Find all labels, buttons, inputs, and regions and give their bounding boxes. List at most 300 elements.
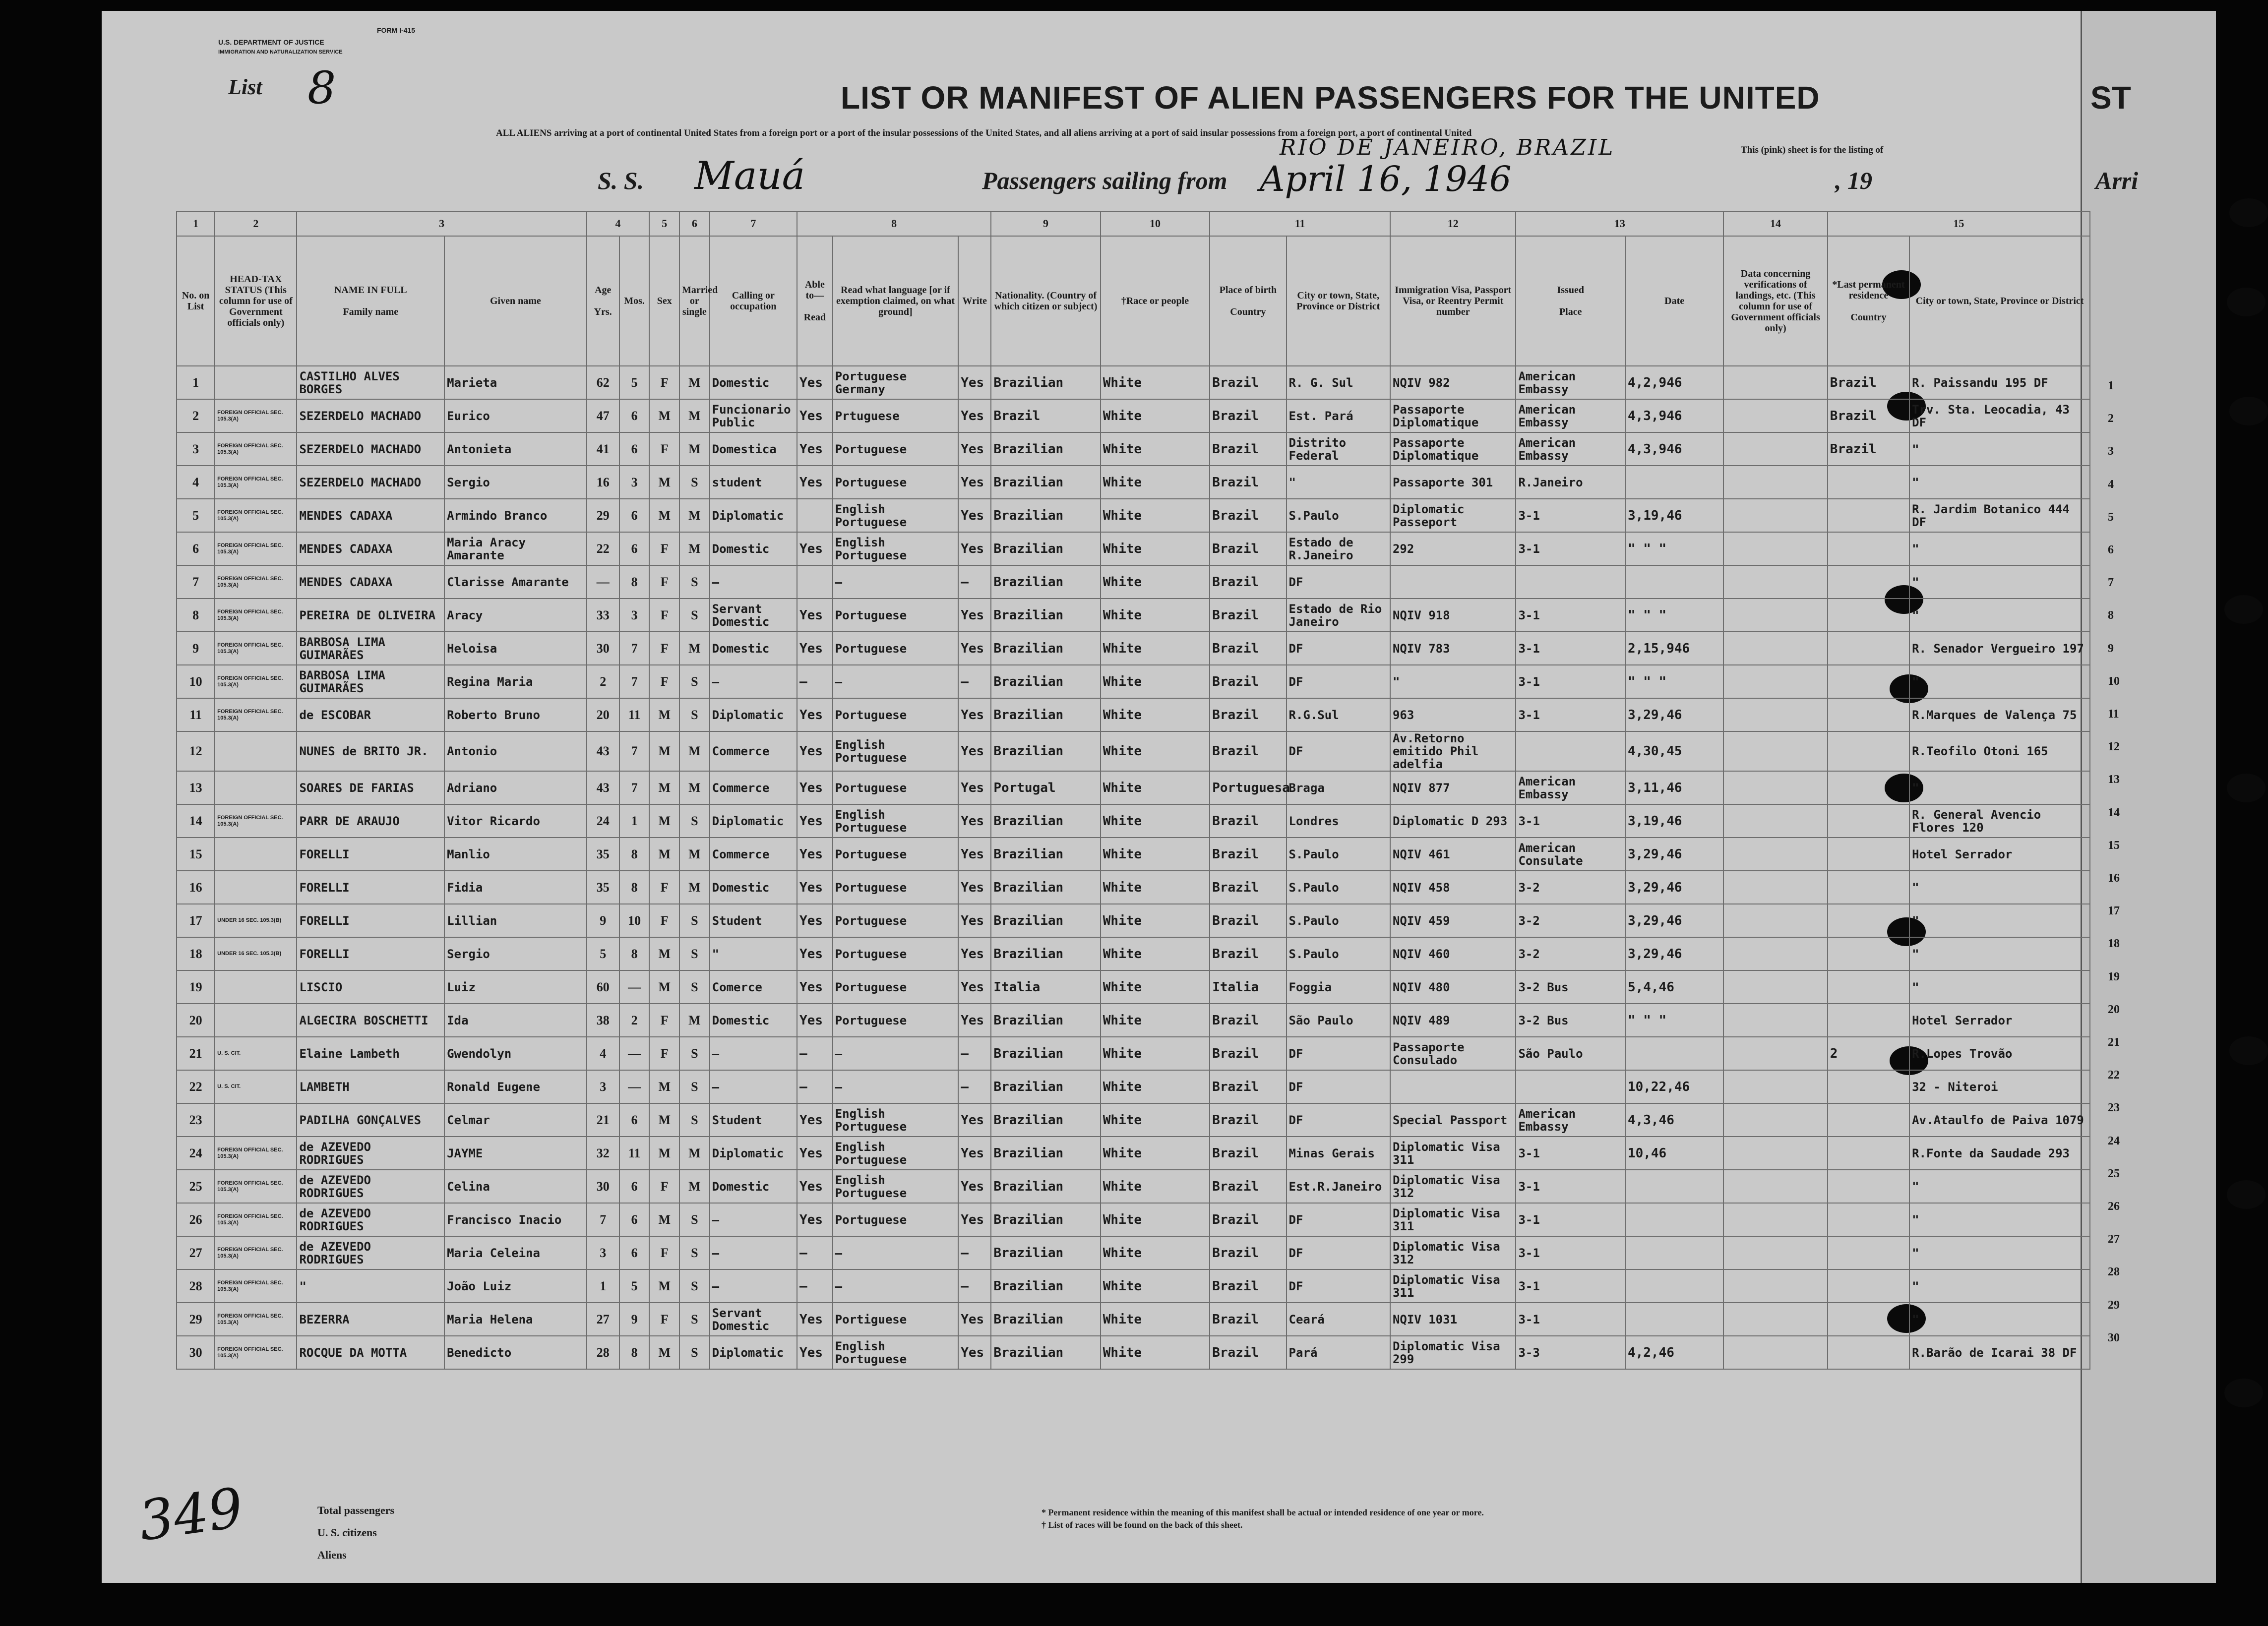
cell-country: Brazil bbox=[1210, 432, 1286, 466]
next-sheet-row-number: 18 bbox=[2108, 937, 2120, 951]
cell-res_country bbox=[1828, 838, 1909, 871]
cell-read bbox=[797, 499, 833, 532]
cell-res_country bbox=[1828, 871, 1909, 904]
col-number: 7 bbox=[710, 211, 797, 236]
table-row bbox=[177, 466, 2090, 499]
table-row bbox=[177, 565, 2090, 599]
cell-read: — bbox=[797, 665, 833, 698]
cell-write: Yes bbox=[958, 1137, 991, 1170]
table-row bbox=[177, 771, 2090, 804]
cell-mos: 11 bbox=[619, 1137, 650, 1170]
cell-place bbox=[1516, 1070, 1625, 1103]
cell-race: White bbox=[1101, 432, 1210, 466]
cell-city: Foggia bbox=[1287, 970, 1390, 1004]
cell-date bbox=[1625, 1236, 1723, 1269]
cell-read: — bbox=[797, 1070, 833, 1103]
cell-city: Londres bbox=[1287, 804, 1390, 838]
cell-read: Yes bbox=[797, 632, 833, 665]
cell-sex: F bbox=[649, 1236, 679, 1269]
cell-nat: Brazilian bbox=[991, 1137, 1100, 1170]
cell-sex: M bbox=[649, 838, 679, 871]
header-calling: Calling or occupation bbox=[710, 236, 797, 366]
cell-visa: Passaporte 301 bbox=[1390, 466, 1516, 499]
cell-visa: 292 bbox=[1390, 532, 1516, 565]
table-row bbox=[177, 1236, 2090, 1269]
cell-family: MENDES CADAXA bbox=[297, 532, 444, 565]
page-title: LIST OR MANIFEST OF ALIEN PASSENGERS FOR THE UNITED bbox=[841, 80, 1820, 116]
cell-sex: M bbox=[649, 499, 679, 532]
cell-nat: Brazilian bbox=[991, 1103, 1100, 1137]
cell-read: Yes bbox=[797, 771, 833, 804]
header-sex: Sex bbox=[649, 236, 679, 366]
cell-read: Yes bbox=[797, 1137, 833, 1170]
cell-nat: Brazilian bbox=[991, 565, 1100, 599]
cell-place bbox=[1516, 565, 1625, 599]
cell-res_country bbox=[1828, 1170, 1909, 1203]
table-row bbox=[177, 698, 2090, 731]
cell-sex: F bbox=[649, 904, 679, 937]
header-issued-place bbox=[1516, 236, 1625, 366]
cell-place: 3-2 bbox=[1516, 904, 1625, 937]
cell-res_city: Av.Ataulfo de Paiva 1079 bbox=[1909, 1103, 2090, 1137]
cell-nat: Brazilian bbox=[991, 532, 1100, 565]
cell-city: R.G.Sul bbox=[1287, 698, 1390, 731]
cell-given: Manlio bbox=[444, 838, 587, 871]
cell-yrs: 20 bbox=[587, 698, 619, 731]
aliens-label: Aliens bbox=[317, 1549, 347, 1561]
cell-write: Yes bbox=[958, 499, 991, 532]
cell-res_city: R.Lopes Trovão bbox=[1909, 1037, 2090, 1070]
cell-race: White bbox=[1101, 904, 1210, 937]
cell-yrs: 5 bbox=[587, 937, 619, 970]
cell-nat: Brazilian bbox=[991, 937, 1100, 970]
cell-ms: S bbox=[679, 1203, 710, 1236]
cell-visa: Diplomatic Visa 299 bbox=[1390, 1336, 1516, 1369]
cell-res_city: Hotel Serrador bbox=[1909, 1004, 2090, 1037]
cell-race: White bbox=[1101, 771, 1210, 804]
cell-lang: Portuguese bbox=[833, 632, 959, 665]
cell-res_country: Brazil bbox=[1828, 432, 1909, 466]
cell-res_city: " bbox=[1909, 665, 2090, 698]
cell-family: de AZEVEDO RODRIGUES bbox=[297, 1137, 444, 1170]
cell-country: Brazil bbox=[1210, 599, 1286, 632]
cell-res_city: " bbox=[1909, 599, 2090, 632]
cell-country: Portuguesa bbox=[1210, 771, 1286, 804]
table-row bbox=[177, 838, 2090, 871]
cell-res_country bbox=[1828, 599, 1909, 632]
cell-ms: M bbox=[679, 771, 710, 804]
cell-sex: F bbox=[649, 1004, 679, 1037]
cell-country: Brazil bbox=[1210, 466, 1286, 499]
cell-calling: Diplomatic bbox=[710, 804, 797, 838]
department: U.S. DEPARTMENT OF JUSTICE bbox=[218, 38, 324, 46]
cell-city: São Paulo bbox=[1287, 1004, 1390, 1037]
us-citizens-label: U. S. citizens bbox=[317, 1526, 377, 1539]
cell-race: White bbox=[1101, 565, 1210, 599]
cell-given: Regina Maria bbox=[444, 665, 587, 698]
cell-calling: Student bbox=[710, 904, 797, 937]
cell-write: — bbox=[958, 665, 991, 698]
cell-place: American Embassy bbox=[1516, 432, 1625, 466]
next-sheet-row-number: 4 bbox=[2108, 478, 2114, 491]
col-number: 13 bbox=[1516, 211, 1723, 236]
table-row bbox=[177, 1037, 2090, 1070]
cell-landing-data bbox=[1723, 1236, 1827, 1269]
cell-date: 10,46 bbox=[1625, 1137, 1723, 1170]
header-res-city: City or town, State, Province or District bbox=[1909, 236, 2090, 366]
subtitle-pink-sheet: This (pink) sheet is for the listing of bbox=[1741, 145, 1884, 155]
table-row bbox=[177, 632, 2090, 665]
cell-mos: 8 bbox=[619, 565, 650, 599]
cell-yrs: 43 bbox=[587, 731, 619, 771]
cell-calling: Domestic bbox=[710, 1170, 797, 1203]
cell-lang: — bbox=[833, 1236, 959, 1269]
cell-city: Estado de R.Janeiro bbox=[1287, 532, 1390, 565]
next-sheet-row-number: 5 bbox=[2108, 510, 2114, 524]
cell-city: DF bbox=[1287, 731, 1390, 771]
cell-visa: Special Passport bbox=[1390, 1103, 1516, 1137]
cell-res_country bbox=[1828, 1137, 1909, 1170]
cell-place: American Consulate bbox=[1516, 838, 1625, 871]
cell-ms: S bbox=[679, 1269, 710, 1303]
col-number: 11 bbox=[1210, 211, 1390, 236]
cell-country: Brazil bbox=[1210, 565, 1286, 599]
cell-race: White bbox=[1101, 1170, 1210, 1203]
cell-calling: Diplomatic bbox=[710, 1137, 797, 1170]
next-sheet-row-number: 1 bbox=[2108, 379, 2114, 392]
cell-given: Clarisse Amarante bbox=[444, 565, 587, 599]
cell-visa bbox=[1390, 565, 1516, 599]
cell-lang: Portuguese bbox=[833, 432, 959, 466]
table-row bbox=[177, 937, 2090, 970]
next-sheet-row-number: 14 bbox=[2108, 806, 2120, 819]
page-number-handwritten: 349 bbox=[135, 1476, 247, 1553]
cell-mos: — bbox=[619, 1037, 650, 1070]
cell-res_city: " bbox=[1909, 532, 2090, 565]
cell-nat: Brazilian bbox=[991, 1170, 1100, 1203]
cell-calling: Domestic bbox=[710, 1004, 797, 1037]
cell-calling: Diplomatic bbox=[710, 1336, 797, 1369]
cell-yrs: 22 bbox=[587, 532, 619, 565]
cell-read: Yes bbox=[797, 432, 833, 466]
header-no-on-list: No. on List bbox=[177, 236, 215, 366]
cell-yrs: 3 bbox=[587, 1070, 619, 1103]
cell-sex: F bbox=[649, 1037, 679, 1070]
cell-date: 4,2,46 bbox=[1625, 1336, 1723, 1369]
cell-ms: S bbox=[679, 1037, 710, 1070]
cell-date: " " " bbox=[1625, 599, 1723, 632]
cell-nat: Brazilian bbox=[991, 1303, 1100, 1336]
cell-read: — bbox=[797, 1037, 833, 1070]
cell-date bbox=[1625, 1203, 1723, 1236]
cell-write: Yes bbox=[958, 632, 991, 665]
list-number: 8 bbox=[307, 62, 336, 114]
col-number: 12 bbox=[1390, 211, 1516, 236]
cell-nat: Brazilian bbox=[991, 632, 1100, 665]
cell-country: Brazil bbox=[1210, 804, 1286, 838]
cell-place: 3-2 bbox=[1516, 871, 1625, 904]
cell-yrs: 24 bbox=[587, 804, 619, 838]
cell-landing-data bbox=[1723, 665, 1827, 698]
cell-mos: 6 bbox=[619, 532, 650, 565]
cell-calling: — bbox=[710, 1037, 797, 1070]
cell-place: 3-3 bbox=[1516, 1336, 1625, 1369]
cell-country: Brazil bbox=[1210, 366, 1286, 399]
cell-mos: 7 bbox=[619, 632, 650, 665]
cell-calling: Diplomatic bbox=[710, 698, 797, 731]
cell-ms: M bbox=[679, 532, 710, 565]
cell-given: Antonieta bbox=[444, 432, 587, 466]
cell-write: Yes bbox=[958, 771, 991, 804]
header-head-tax: HEAD-TAX STATUS (This column for use of Government officials only) bbox=[215, 236, 297, 366]
cell-city: S.Paulo bbox=[1287, 904, 1390, 937]
cell-lang: English Portuguese bbox=[833, 804, 959, 838]
cell-country: Brazil bbox=[1210, 1203, 1286, 1236]
cell-date: 4,30,45 bbox=[1625, 731, 1723, 771]
cell-date bbox=[1625, 1303, 1723, 1336]
cell-tax: FOREIGN OFFICIAL SEC. 105.3(A) bbox=[215, 466, 297, 499]
cell-write: Yes bbox=[958, 904, 991, 937]
cell-visa: Diplomatic Visa 312 bbox=[1390, 1170, 1516, 1203]
cell-read: Yes bbox=[797, 871, 833, 904]
cell-mos: — bbox=[619, 970, 650, 1004]
cell-family: BARBOSA LIMA GUIMARÃES bbox=[297, 632, 444, 665]
cell-lang: Prtuguese bbox=[833, 399, 959, 432]
cell-race: White bbox=[1101, 1336, 1210, 1369]
cell-date: 3,11,46 bbox=[1625, 771, 1723, 804]
footnote-races: † List of races will be found on the back of this sheet. bbox=[1042, 1520, 1243, 1530]
cell-write: — bbox=[958, 1070, 991, 1103]
cell-write: Yes bbox=[958, 1004, 991, 1037]
cell-city: S.Paulo bbox=[1287, 838, 1390, 871]
cell-nat: Brazilian bbox=[991, 698, 1100, 731]
cell-date bbox=[1625, 1037, 1723, 1070]
cell-no: 22 bbox=[177, 1070, 215, 1103]
cell-res_city: " bbox=[1909, 904, 2090, 937]
cell-write: Yes bbox=[958, 838, 991, 871]
cell-nat: Brazilian bbox=[991, 871, 1100, 904]
cell-country: Brazil bbox=[1210, 698, 1286, 731]
next-sheet-row-number: 9 bbox=[2108, 642, 2114, 655]
cell-date bbox=[1625, 565, 1723, 599]
cell-landing-data bbox=[1723, 937, 1827, 970]
cell-country: Brazil bbox=[1210, 1336, 1286, 1369]
cell-country: Italia bbox=[1210, 970, 1286, 1004]
cell-res_city: Hotel Serrador bbox=[1909, 838, 2090, 871]
cell-res_city: Trv. Sta. Leocadia, 43 DF bbox=[1909, 399, 2090, 432]
table-row bbox=[177, 1170, 2090, 1203]
cell-date: " " " bbox=[1625, 1004, 1723, 1037]
col-number: 1 bbox=[177, 211, 215, 236]
cell-yrs: 21 bbox=[587, 1103, 619, 1137]
cell-mos: 9 bbox=[619, 1303, 650, 1336]
cell-res_city: R. Jardim Botanico 444 DF bbox=[1909, 499, 2090, 532]
cell-tax: FOREIGN OFFICIAL SEC. 105.3(A) bbox=[215, 1269, 297, 1303]
cell-no: 12 bbox=[177, 731, 215, 771]
col-number: 5 bbox=[649, 211, 679, 236]
cell-visa: Diplomatic Visa 311 bbox=[1390, 1137, 1516, 1170]
cell-nat: Brazilian bbox=[991, 1203, 1100, 1236]
cell-mos: 8 bbox=[619, 1336, 650, 1369]
cell-family: SEZERDELO MACHADO bbox=[297, 399, 444, 432]
cell-yrs: 27 bbox=[587, 1303, 619, 1336]
cell-calling: Domestic bbox=[710, 632, 797, 665]
cell-place: 3-2 Bus bbox=[1516, 970, 1625, 1004]
cell-res_country bbox=[1828, 565, 1909, 599]
cell-city: Minas Gerais bbox=[1287, 1137, 1390, 1170]
cell-city: R. G. Sul bbox=[1287, 366, 1390, 399]
cell-tax: FOREIGN OFFICIAL SEC. 105.3(A) bbox=[215, 432, 297, 466]
cell-tax bbox=[215, 771, 297, 804]
cell-given: Sergio bbox=[444, 937, 587, 970]
next-sheet-row-number: 27 bbox=[2108, 1233, 2120, 1246]
cell-sex: M bbox=[649, 1336, 679, 1369]
cell-yrs: 3 bbox=[587, 1236, 619, 1269]
cell-no: 2 bbox=[177, 399, 215, 432]
cell-calling: — bbox=[710, 565, 797, 599]
cell-ms: S bbox=[679, 599, 710, 632]
cell-yrs: 38 bbox=[587, 1004, 619, 1037]
cell-date: 4,3,46 bbox=[1625, 1103, 1723, 1137]
cell-no: 21 bbox=[177, 1037, 215, 1070]
cell-ms: S bbox=[679, 665, 710, 698]
cell-tax: UNDER 16 SEC. 105.3(B) bbox=[215, 937, 297, 970]
cell-race: White bbox=[1101, 1070, 1210, 1103]
cell-family: BARBOSA LIMA GUIMARÃES bbox=[297, 665, 444, 698]
cell-city: Est. Pará bbox=[1287, 399, 1390, 432]
cell-res_city: R.Barão de Icarai 38 DF bbox=[1909, 1336, 2090, 1369]
cell-place: American Embassy bbox=[1516, 1103, 1625, 1137]
cell-mos: 10 bbox=[619, 904, 650, 937]
table-row bbox=[177, 399, 2090, 432]
cell-race: White bbox=[1101, 1303, 1210, 1336]
cell-ms: S bbox=[679, 1336, 710, 1369]
cell-date: 3,19,46 bbox=[1625, 499, 1723, 532]
cell-lang: English Portuguese bbox=[833, 1336, 959, 1369]
cell-sex: F bbox=[649, 432, 679, 466]
cell-no: 27 bbox=[177, 1236, 215, 1269]
ship-prefix: S. S. bbox=[598, 167, 644, 194]
cell-calling: Domestic bbox=[710, 532, 797, 565]
cell-date: 3,29,46 bbox=[1625, 871, 1723, 904]
table-row bbox=[177, 1137, 2090, 1170]
cell-yrs: 30 bbox=[587, 632, 619, 665]
cell-race: White bbox=[1101, 698, 1210, 731]
cell-calling: — bbox=[710, 1269, 797, 1303]
cell-country: Brazil bbox=[1210, 937, 1286, 970]
cell-yrs: 16 bbox=[587, 466, 619, 499]
cell-read: Yes bbox=[797, 1303, 833, 1336]
cell-yrs: 1 bbox=[587, 1269, 619, 1303]
cell-family: PADILHA GONÇALVES bbox=[297, 1103, 444, 1137]
cell-race: White bbox=[1101, 1236, 1210, 1269]
cell-res_city: " bbox=[1909, 1236, 2090, 1269]
table-row bbox=[177, 1004, 2090, 1037]
cell-res_city: " bbox=[1909, 1170, 2090, 1203]
cell-ms: S bbox=[679, 466, 710, 499]
cell-city: Est.R.Janeiro bbox=[1287, 1170, 1390, 1203]
cell-visa: NQIV 783 bbox=[1390, 632, 1516, 665]
table-row bbox=[177, 665, 2090, 698]
header-read-lang: Read what language [or if exemption claimed, on what ground] bbox=[833, 236, 959, 366]
cell-mos: 5 bbox=[619, 1269, 650, 1303]
cell-place bbox=[1516, 731, 1625, 771]
cell-write: Yes bbox=[958, 432, 991, 466]
cell-res_country bbox=[1828, 665, 1909, 698]
header-married: Married or single bbox=[679, 236, 710, 366]
cell-family: de AZEVEDO RODRIGUES bbox=[297, 1236, 444, 1269]
cell-no: 16 bbox=[177, 871, 215, 904]
cell-race: White bbox=[1101, 632, 1210, 665]
cell-race: White bbox=[1101, 1103, 1210, 1137]
cell-res_country bbox=[1828, 1303, 1909, 1336]
adjacent-sheet bbox=[2081, 11, 2216, 1583]
cell-mos: 8 bbox=[619, 838, 650, 871]
cell-ms: S bbox=[679, 1303, 710, 1336]
cell-nat: Brazilian bbox=[991, 1070, 1100, 1103]
cell-read: Yes bbox=[797, 1170, 833, 1203]
cell-res_city: " bbox=[1909, 937, 2090, 970]
cell-date: 3,29,46 bbox=[1625, 904, 1723, 937]
cell-race: White bbox=[1101, 366, 1210, 399]
cell-country: Brazil bbox=[1210, 399, 1286, 432]
cell-visa: NQIV 461 bbox=[1390, 838, 1516, 871]
cell-no: 20 bbox=[177, 1004, 215, 1037]
cell-read: Yes bbox=[797, 1336, 833, 1369]
header-issued: Issued bbox=[1557, 285, 1584, 296]
cell-read: Yes bbox=[797, 1004, 833, 1037]
cell-country: Brazil bbox=[1210, 1269, 1286, 1303]
cell-no: 6 bbox=[177, 532, 215, 565]
cell-given: Fidia bbox=[444, 871, 587, 904]
cell-yrs: 41 bbox=[587, 432, 619, 466]
cell-place: 3-1 bbox=[1516, 1137, 1625, 1170]
cell-calling: Servant Domestic bbox=[710, 1303, 797, 1336]
table-row bbox=[177, 599, 2090, 632]
cell-sex: M bbox=[649, 937, 679, 970]
header-mos: Mos. bbox=[619, 236, 650, 366]
cell-landing-data bbox=[1723, 771, 1827, 804]
cell-tax: FOREIGN OFFICIAL SEC. 105.3(A) bbox=[215, 665, 297, 698]
cell-read: Yes bbox=[797, 970, 833, 1004]
cell-ms: S bbox=[679, 1103, 710, 1137]
cell-country: Brazil bbox=[1210, 1037, 1286, 1070]
cell-given: Eurico bbox=[444, 399, 587, 432]
header-birth-city: City or town, State, Province or District bbox=[1287, 236, 1390, 366]
cell-lang: — bbox=[833, 1037, 959, 1070]
cell-write: Yes bbox=[958, 1170, 991, 1203]
cell-city: S.Paulo bbox=[1287, 499, 1390, 532]
header-birth-country bbox=[1210, 236, 1286, 366]
cell-lang: English Portuguese bbox=[833, 532, 959, 565]
cell-ms: M bbox=[679, 1170, 710, 1203]
cell-family: LAMBETH bbox=[297, 1070, 444, 1103]
cell-sex: M bbox=[649, 1203, 679, 1236]
cell-place: 3-1 bbox=[1516, 1269, 1625, 1303]
cell-nat: Brazilian bbox=[991, 1336, 1100, 1369]
cell-date: 5,4,46 bbox=[1625, 970, 1723, 1004]
cell-given: Celina bbox=[444, 1170, 587, 1203]
cell-res_country: Brazil bbox=[1828, 366, 1909, 399]
cell-no: 23 bbox=[177, 1103, 215, 1137]
cell-lang: — bbox=[833, 1269, 959, 1303]
cell-visa: Passaporte Diplomatique bbox=[1390, 432, 1516, 466]
cell-res_country bbox=[1828, 1336, 1909, 1369]
cell-sex: M bbox=[649, 1269, 679, 1303]
next-sheet-row-number: 22 bbox=[2108, 1069, 2120, 1082]
cell-visa: NQIV 1031 bbox=[1390, 1303, 1516, 1336]
cell-nat: Italia bbox=[991, 970, 1100, 1004]
